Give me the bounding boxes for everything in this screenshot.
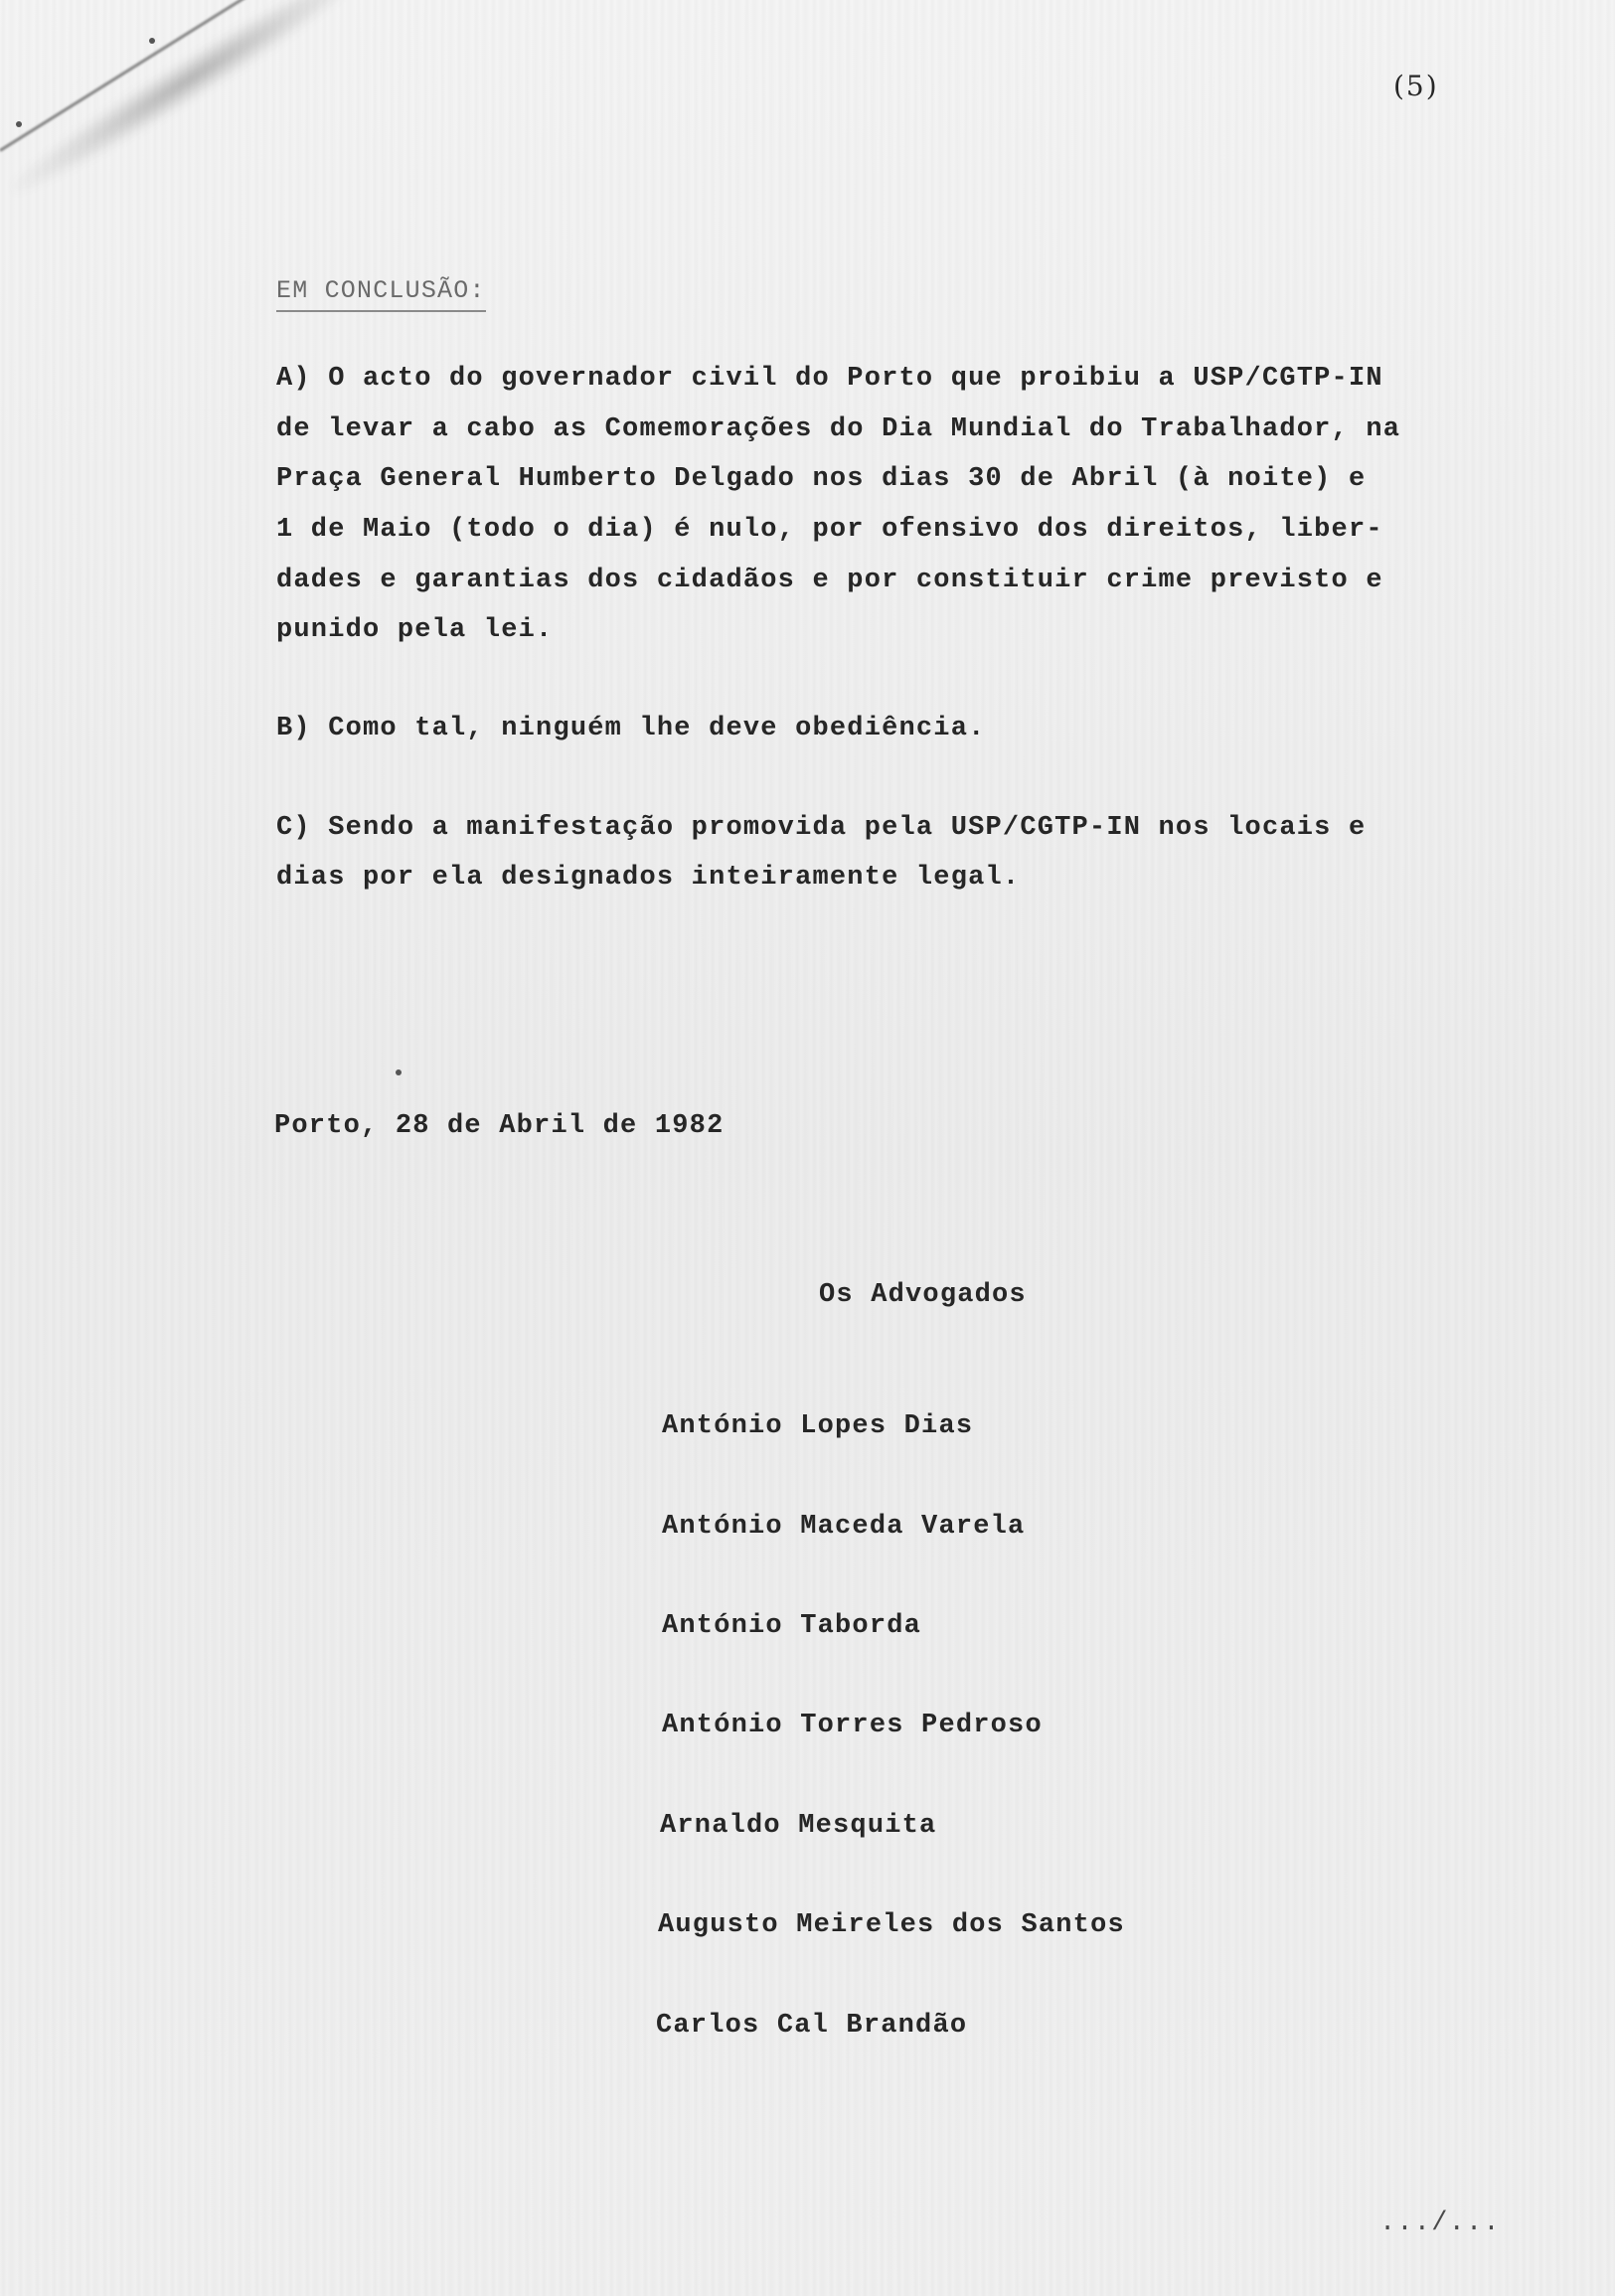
paragraph-b: B) Como tal, ninguém lhe deve obediência. <box>276 714 986 743</box>
signatory: António Maceda Varela <box>662 1512 1026 1542</box>
signatures-title: Os Advogados <box>819 1280 1027 1310</box>
scan-speck <box>16 121 22 127</box>
signatory: Arnaldo Mesquita <box>660 1811 937 1841</box>
paragraph-c-line: dias por ela designados inteiramente legal. <box>276 863 1021 893</box>
date-line: Porto, 28 de Abril de 1982 <box>274 1111 725 1141</box>
section-heading: EM CONCLUSÃO: <box>276 274 486 312</box>
paragraph-a-line: A) O acto do governador civil do Porto que proibiu a USP/CGTP-IN <box>276 364 1383 394</box>
signatory: Augusto Meireles dos Santos <box>658 1910 1125 1940</box>
paragraph-a-line: punido pela lei. <box>276 615 554 645</box>
paragraph-a-line: 1 de Maio (todo o dia) é nulo, por ofensivo dos direitos, liber- <box>276 515 1383 545</box>
paragraph-a-line: Praça General Humberto Delgado nos dias 30 de Abril (à noite) e <box>276 464 1367 494</box>
paragraph-a-line: de levar a cabo as Comemorações do Dia Mundial do Trabalhador, na <box>276 414 1401 444</box>
continuation-mark: .../... <box>1379 2209 1501 2238</box>
page-number: (5) <box>1393 70 1439 102</box>
scan-speck <box>149 38 155 44</box>
scan-speck <box>396 1069 402 1075</box>
paragraph-c-line: C) Sendo a manifestação promovida pela USP/CGTP-IN nos locais e <box>276 813 1367 843</box>
signatory: Carlos Cal Brandão <box>656 2011 968 2041</box>
signatory: António Torres Pedroso <box>662 1711 1043 1740</box>
signatory: António Taborda <box>662 1611 922 1641</box>
signatory: António Lopes Dias <box>662 1411 974 1441</box>
paragraph-a-line: dades e garantias dos cidadãos e por constituir crime previsto e <box>276 566 1383 595</box>
